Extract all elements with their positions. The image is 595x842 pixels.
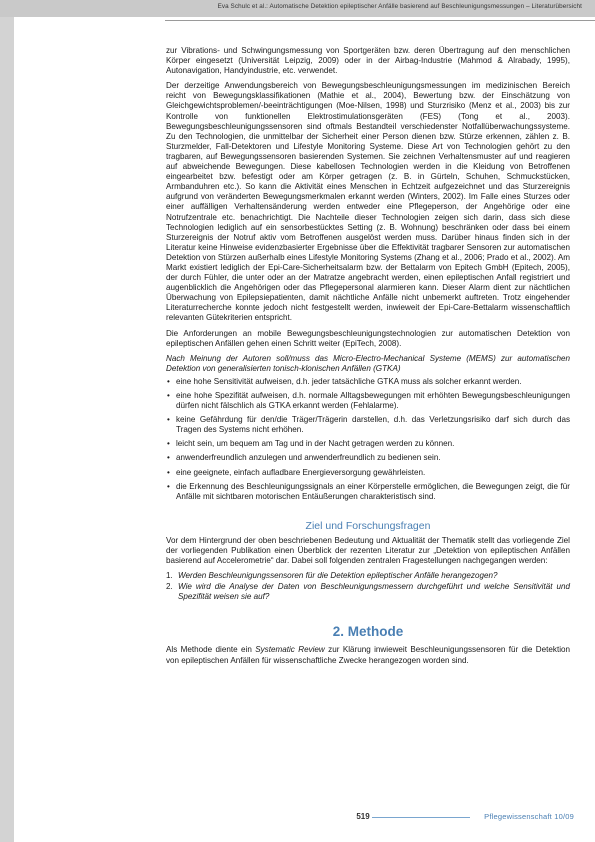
question-number: 2. xyxy=(166,582,173,592)
list-item xyxy=(166,582,570,602)
paragraph: Vor dem Hintergrund der oben beschriebenen Bedeutung und Aktualität der Thematik stellt das vorliegende Ziel der vorliegenden Publikation einen Überblick der rezenten Literatur zur „Detektion von epileptischen Anfällen basierend auf Accelerometrie“ dar. Dabei soll folgenden zentralen Fragestellungen nachgegangen werden: xyxy=(166,535,570,566)
list-item: • leicht sein, um bequem am Tag und in der Nacht getragen werden zu können. xyxy=(166,439,570,449)
list-item: • eine hohe Sensitivität aufweisen, d.h. jeder tatsächliche GTKA muss als solcher erkannt werden. xyxy=(166,377,570,387)
requirements-list xyxy=(166,377,570,502)
running-title: Eva Schulc et al.: Automatische Detektion epileptischer Anfälle basierend auf Beschleunigungsmessungen – Literaturübersicht xyxy=(217,3,582,10)
list-item: • die Erkennung des Beschleunigungssignals an einer Körperstelle ermöglichen, die Bewegungen zeigt, die für Anfälle mit sichtbaren motorischen Entäußerungen charakteristisch sind. xyxy=(166,482,570,502)
section-heading-ziel: Ziel und Forschungsfragen xyxy=(305,519,431,532)
header-rule xyxy=(165,20,595,21)
list-item xyxy=(166,571,570,581)
emphasis: Systematic Review xyxy=(255,645,325,655)
list-item: • keine Gefährdung für den/die Träger/Trägerin darstellen, d.h. das Verletzungsrisiko darf sich durch das Tragen des Systems nicht erhöhen. xyxy=(166,415,570,435)
requirements-intro: Nach Meinung der Autoren soll/muss das Micro-Electro-Mechanical Systeme (MEMS) zur automatischen Detektion von generalisierten tonisch-klonischen Anfällen (GTKA) xyxy=(166,353,570,373)
journal-name: Pflegewissenschaft 10/09 xyxy=(470,810,574,823)
question-text: Wie wird die Analyse der Daten von Beschleunigungsmessern durchgeführt und welche Sensitivität und Spezifität weisen sie auf? xyxy=(178,582,570,602)
question-text: Werden Beschleunigungssensoren für die Detektion epileptischer Anfälle herangezogen? xyxy=(178,571,498,581)
list-item: • anwenderfreundlich anzulegen und anwenderfreundlich zu bedienen sein. xyxy=(166,453,570,463)
paragraph-text: Als Methode diente ein xyxy=(166,645,256,655)
list-item: • eine hohe Spezifität aufweisen, d.h. normale Alltagsbewegungen mit erhöhten Bewegungsbeschleunigungen dürfen nicht fälschlich als GTKA erkannt werden (Fehlalarme). xyxy=(166,391,570,411)
paragraph: Der derzeitige Anwendungsbereich von Bewegungsbeschleunigungsmessungen im medizinischen Bereich reicht von Bewegungsklassifikationen (Mathie et al., 2004), Bewertung bzw. der Einschätzung von Gleichgewichtsproblemen/-beeinträchtigungen (Moe-Nilsen, 1998) und Sturzrisiko (Menz et al., 2003) bis zur Kontrolle von funktionellen Elektrostimulationsgeräten (FES) (Tong et al., 2003). Bewegungsbeschleunigungssensoren sind oftmals Bestandteil verschiedenster Notfallüberwachungssysteme. Zu den Technologien, die unmittelbar der Sicherheit einer Person dienen bzw. Stürze erkennen, zählen z. B. Sturzmelder, Fall-Detektoren und Lifestyle Monitoring Systeme. Diese Art von Technologien gehört zu den tragbaren, auf Bewegungssensoren basierenden Systemen. Sie zeichnen Verhaltensmuster auf und reagieren auf abweichende Bewegungen. Diese kabellosen Technologien werden in die Kleidung von Betroffenen eingearbeitet bzw. befestigt oder am Körper getragen (z. B. in Gürteln, Schuhen, Schmuckstücken, Armbanduhren etc.). So kann die Aktivität eines Menschen in Echtzeit aufgezeichnet und das Sturzereignis aufgrund von veränderten Bewegungsmerkmalen erkannt werden (Winters, 2002). Im Falle eines Sturzes oder einer auffälligen Verhaltensänderung werden entweder eine Pflegeperson, der Angehörige oder eine Notrufzentrale etc. benachrichtigt. Die Nachteile dieser Technologien zeigen sich darin, dass sich diese Technologien lediglich auf ein sensorbestücktes Setting (z. B. Wohnung) beschränken oder dass bei einem Sturzereignis der Notruf aktiv vom Betroffenen ausgelöst werden muss. Darüber hinaus finden sich in der Literatur keine Hinweise evidenzbasierter Ergebnisse über die Effektivität tragbarer Sensoren zur automatischen Detektion von Stürzen außerhalb eines Lifestyle Monitoring Systems (Zhang et al., 2006; Prado et al., 2002). Am Markt existiert lediglich der Epi-Care-Sicherheitsalarm bzw. der Bettalarm von Epitech GmbH (Epitech, 2005), der durch Fühler, die unter oder an der Matratze angebracht werden, einen epileptischen Anfall registriert und augenblicklich die Angehörigen oder das Pflegepersonal alarmieren kann. Dieser Alarm dient zur nächtlichen Überwachung von Epilepsiepatienten, damit nächtliche Anfälle nicht unbemerkt auftreten. Trotz eingehender Literaturrecherche konnte jedoch nicht festgestellt werden, inwieweit der Epi-Care-Bettalarm wissenschaftlich relevanten Gütekriterien entspricht. xyxy=(166,81,570,323)
section-heading-methode: 2. Methode xyxy=(332,624,404,640)
side-margin-band xyxy=(0,17,14,842)
paragraph-text: zur Klärung inwieweit Beschleunigungssensoren für die Detektion von epileptischen Anfällen für wissenschaftliche Zwecke herangezogen worden sind. xyxy=(166,645,570,665)
paragraph: Die Anforderungen an mobile Bewegungsbeschleunigungstechnologien zur automatischen Detektion von epileptischen Anfällen gehen einen Schritt weiter (EpiTech, 2008). xyxy=(166,328,570,348)
article-body xyxy=(166,46,570,671)
paragraph: zur Vibrations- und Schwingungsmessung von Sportgeräten bzw. deren Übertragung auf den menschlichen Körper eingesetzt (Universität Leipzig, 2009) oder in der Airbag-Industrie (Mahmod & Alrabady, 1995), Autonavigation, Handyindustrie, etc. verwendet. xyxy=(166,46,570,76)
list-item: • eine geeignete, einfach aufladbare Energieversorgung gewährleisten. xyxy=(166,468,570,478)
question-number: 1. xyxy=(166,571,173,581)
paragraph xyxy=(166,645,570,665)
research-questions xyxy=(166,571,570,602)
page-number: 519 xyxy=(354,810,372,823)
